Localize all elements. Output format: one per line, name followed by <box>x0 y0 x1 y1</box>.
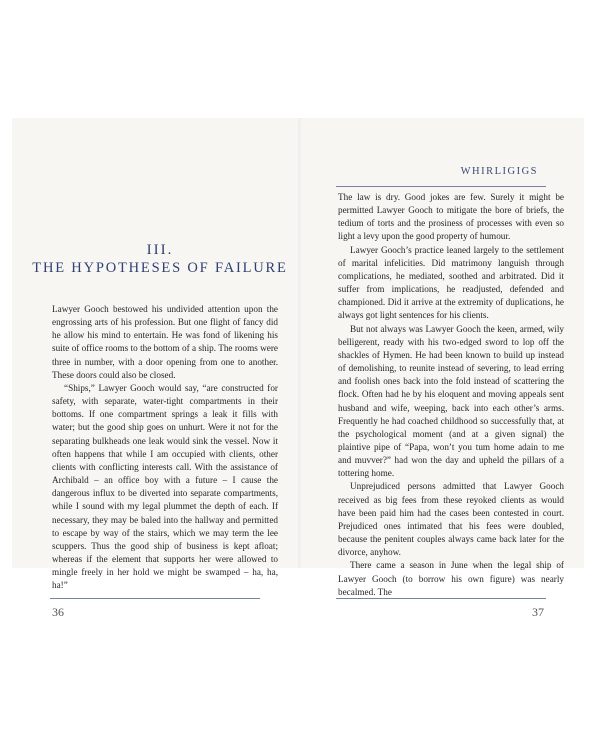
header-rule <box>336 186 546 187</box>
paragraph: Lawyer Gooch’s practice leaned largely to the settlement of marital infelicities. Did matrimony languish through complications, he mediated, soothed and arbitrated. Did it suffer from implications, he readjusted, defended and championed. Did it arrive at the extremity of duplications, he always got light sentences for his clients. <box>338 244 564 321</box>
page-number: 36 <box>52 605 64 619</box>
paragraph: But not always was Lawyer Gooch the keen, armed, wily belligerent, ready with his two-edged sword to lop off the shackles of Hymen. He had been known to build up instead of demolishing, to reunite instead of severing, to lead erring and foolish ones back into the fold instead of scattering the flock. Often had he by his eloquent and moving appeals sent husband and wife, weeping, back into each other’s arms. Frequently he had coached childhood so successfully that, at the psychological moment (and at a given signal) the plaintive pipe of “Papa, won’t you tum home adain to me and muvver?” had won the day and upheld the pillars of a tottering home. <box>338 323 564 479</box>
right-page-body <box>338 191 564 599</box>
paragraph: There came a season in June when the legal ship of Lawyer Gooch (to borrow his own figure) was nearly becalmed. The <box>338 560 564 597</box>
paragraph: Unprejudiced persons admitted that Lawyer Gooch received as big fees from these reyoked clients as would have been paid him had the cases been contested in court. Prejudiced ones intimated that his fees were doubled, because the penitent couples always came back later for the divorce, anyhow. <box>338 481 564 558</box>
left-page <box>12 118 299 619</box>
paragraph: The law is dry. Good jokes are few. Surely it might be permitted Lawyer Gooch to mitigate the bore of briefs, the tedium of torts and the prosiness of processes with even so light a levy upon the good property of humour. <box>338 192 564 242</box>
left-page-body <box>52 303 278 592</box>
running-head: WHIRLIGIGS <box>460 166 538 177</box>
right-page <box>298 118 584 619</box>
chapter-number: III. <box>146 242 174 258</box>
page-number: 37 <box>532 605 544 619</box>
footer-rule <box>336 598 546 599</box>
chapter-title: THE HYPOTHESES OF FAILURE <box>32 260 288 276</box>
paragraph: “Ships,” Lawyer Gooch would say, “are constructed for safety, with separate, water-tight compartments in their bottoms. If one compartment springs a leak it fills with water; but the good ship goes on unhurt. Were it not for the separating bulkheads one leak would sink the vessel. Now it often happens that while I am occupied with clients, other clients with conflicting interests call. With the assistance of Archibald – an office boy with a future – I cause the dangerous influx to be diverted into separate compartments, while I sound with my legal plummet the depth of each. If necessary, they may be baled into the hallway and permitted to escape by way of the stairs, which we may term the lee scuppers. Thus the good ship of business is kept afloat; whereas if the element that supports her were allowed to mingle freely in her hold we might be swamped – ha, ha, ha!” <box>52 382 278 591</box>
footer-rule <box>50 598 260 599</box>
paragraph: Lawyer Gooch bestowed his undivided attention upon the engrossing arts of his profession. But one flight of fancy did he allow his mind to entertain. He was fond of likening his suite of office rooms to the bottom of a ship. The rooms were three in number, with a door opening from one to another. These doors could also be closed. <box>52 304 278 380</box>
